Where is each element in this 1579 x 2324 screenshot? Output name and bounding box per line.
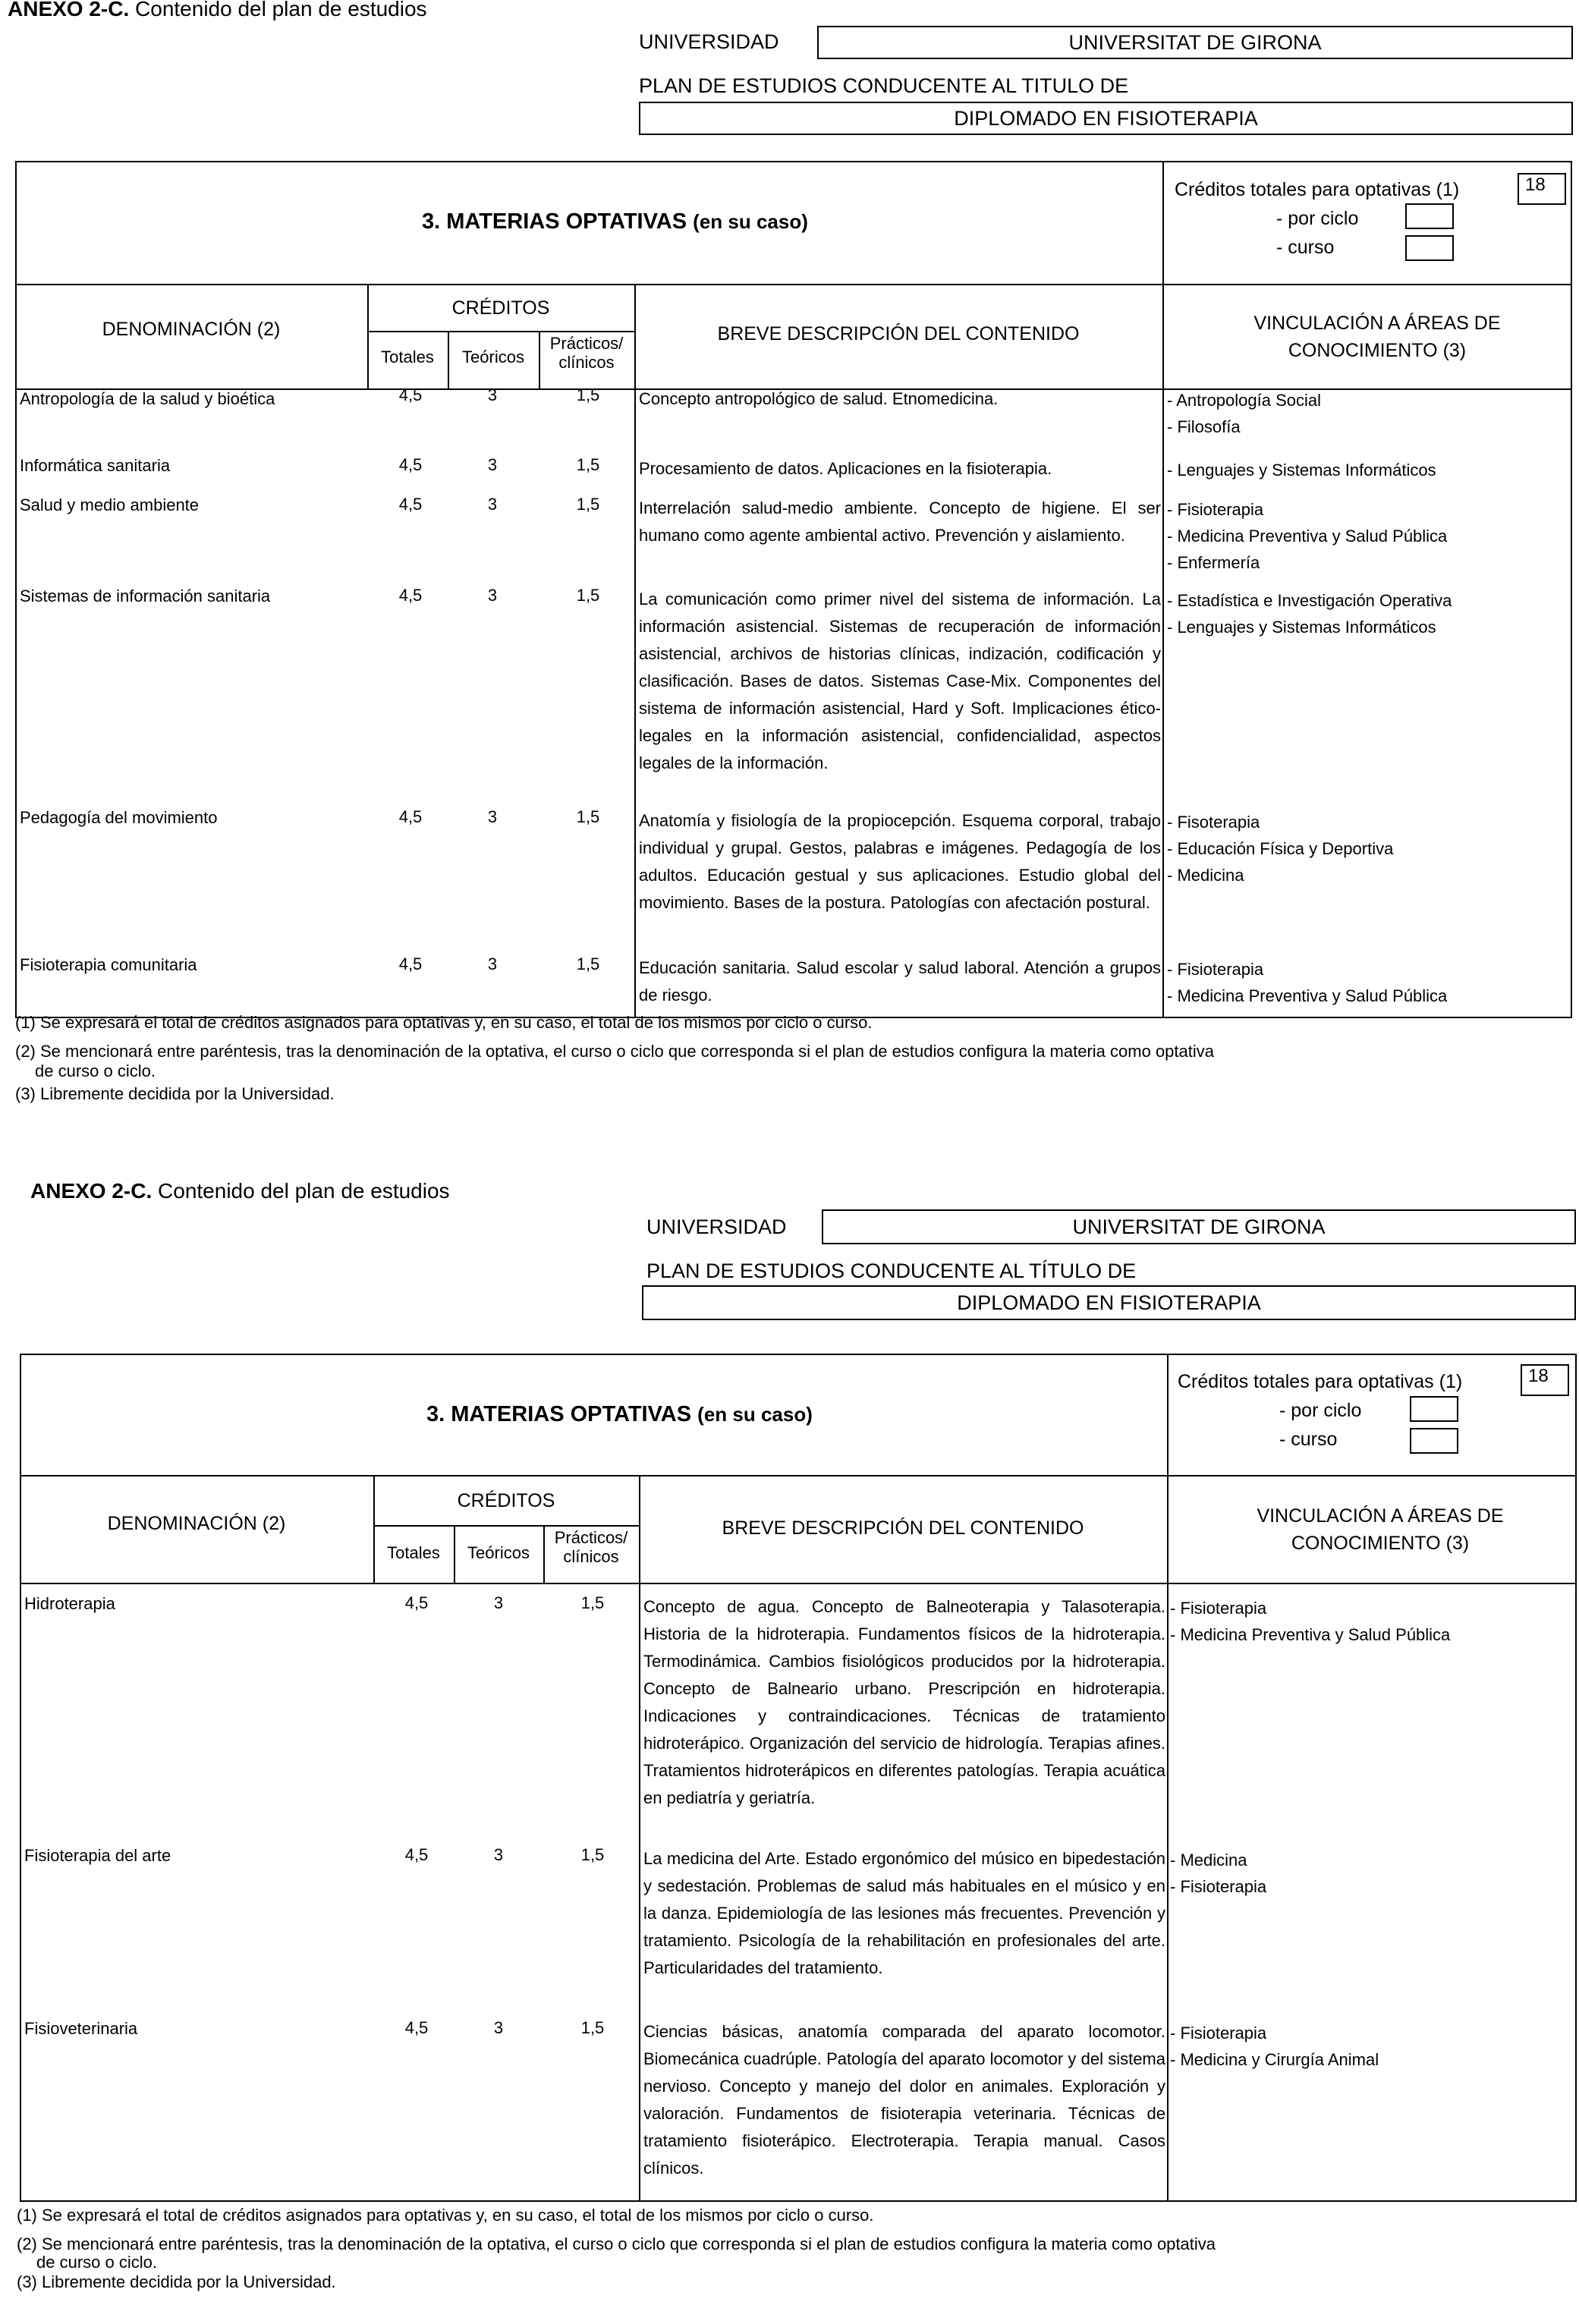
creditos-totales-value: 18 bbox=[1521, 1364, 1569, 1396]
row-practicos: 1,5 bbox=[576, 807, 600, 826]
row-teoricos: 3 bbox=[493, 1593, 504, 1612]
row-totales: 4,5 bbox=[404, 1593, 429, 1612]
row-desc: Educación sanitaria. Salud escolar y salud laboral. Atención a grupos de riesgo. bbox=[639, 958, 1161, 1005]
row-totales: 4,5 bbox=[398, 586, 423, 605]
row-teoricos: 3 bbox=[487, 807, 498, 826]
row-practicos: 1,5 bbox=[576, 586, 600, 605]
creditos-totales-label: Créditos totales para optativas (1) bbox=[1175, 179, 1460, 200]
row-totales: 4,5 bbox=[404, 2018, 429, 2037]
row-practicos: 1,5 bbox=[580, 2018, 605, 2037]
row-areas: - Fisioterapia - Medicina Preventiva y Salud Pública bbox=[1170, 1599, 1451, 1644]
row-areas: - Antropología Social - Filosofía bbox=[1167, 391, 1322, 436]
row-areas: - Fisioterapia - Medicina Preventiva y Salud Pública bbox=[1167, 960, 1448, 1005]
footnote-2-cont: de curso o ciclo. bbox=[36, 2253, 157, 2272]
row-areas: - Lenguajes y Sistemas Informáticos bbox=[1167, 461, 1436, 480]
row-desc: Concepto antropológico de salud. Etnomedicina. bbox=[639, 389, 999, 408]
row-name: Fisioterapia del arte bbox=[24, 1846, 171, 1865]
por-ciclo-box bbox=[1405, 203, 1454, 229]
anexo-heading: ANEXO 2-C. Contenido del plan de estudios bbox=[8, 0, 427, 20]
row-areas: - Fisioterapia - Medicina Preventiva y Salud Pública - Enfermería bbox=[1167, 500, 1448, 572]
curso-box bbox=[1405, 235, 1454, 261]
curso-label: - curso bbox=[1276, 237, 1335, 258]
plan-value: DIPLOMADO EN FISIOTERAPIA bbox=[639, 102, 1573, 135]
universidad-value: UNIVERSITAT DE GIRONA bbox=[817, 26, 1573, 59]
row-totales: 4,5 bbox=[398, 455, 423, 474]
header-totales: Totales bbox=[387, 1543, 440, 1562]
row-name: Informática sanitaria bbox=[20, 456, 171, 475]
creditos-totales-label: Créditos totales para optativas (1) bbox=[1178, 1371, 1463, 1392]
section-title: 3. MATERIAS OPTATIVAS (en su caso) bbox=[426, 1402, 813, 1426]
header-descripcion: BREVE DESCRIPCIÓN DEL CONTENIDO bbox=[722, 1517, 1084, 1539]
header-teoricos: Teóricos bbox=[462, 347, 524, 366]
header-denominacion: DENOMINACIÓN (2) bbox=[107, 1513, 286, 1534]
row-teoricos: 3 bbox=[487, 385, 498, 404]
header-creditos: CRÉDITOS bbox=[451, 297, 550, 319]
row-totales: 4,5 bbox=[404, 1845, 429, 1864]
row-teoricos: 3 bbox=[487, 455, 498, 474]
row-teoricos: 3 bbox=[487, 586, 498, 605]
row-practicos: 1,5 bbox=[580, 1593, 605, 1612]
universidad-label: UNIVERSIDAD bbox=[639, 30, 779, 53]
footnote-2: (2) Se mencionará entre paréntesis, tras la denominación de la optativa, el curso o ciclo que corresponda si el plan de estudios configura la materia como optativa bbox=[17, 2234, 1216, 2253]
header-descripcion: BREVE DESCRIPCIÓN DEL CONTENIDO bbox=[717, 323, 1080, 344]
por-ciclo-label: - por ciclo bbox=[1279, 1400, 1362, 1421]
curso-box bbox=[1410, 1428, 1458, 1454]
row-totales: 4,5 bbox=[398, 385, 423, 404]
curso-label: - curso bbox=[1279, 1429, 1338, 1450]
footnote-3: (3) Libremente decidida por la Universidad. bbox=[15, 1084, 335, 1103]
row-teoricos: 3 bbox=[487, 495, 498, 514]
row-name: Sistemas de información sanitaria bbox=[20, 587, 271, 605]
row-desc: Ciencias básicas, anatomía comparada del aparato locomotor. Biomecánica cuadrúple. Patología del aparato locomotor y del sistema nervioso. Concepto y manejo del dolor en animales. Exploración y valoración. Fundamentos de fisioterapia veterinaria. Técnicas de tratamiento fisioterápico. Electroterapia. Terapia manual. Casos clínicos. bbox=[643, 2022, 1165, 2178]
row-name: Salud y medio ambiente bbox=[20, 495, 200, 514]
row-name: Pedagogía del movimiento bbox=[20, 808, 218, 827]
plan-label: PLAN DE ESTUDIOS CONDUCENTE AL TITULO DE bbox=[639, 74, 1129, 97]
section-title: 3. MATERIAS OPTATIVAS (en su caso) bbox=[422, 209, 808, 234]
row-teoricos: 3 bbox=[493, 2018, 504, 2037]
footnote-3: (3) Libremente decidida por la Universidad. bbox=[17, 2272, 336, 2291]
header-practicos: Prácticos/ clínicos bbox=[554, 1528, 628, 1567]
creditos-totales-value: 18 bbox=[1518, 173, 1566, 205]
header-practicos: Prácticos/ clínicos bbox=[549, 334, 624, 373]
document-page-1 bbox=[0, 0, 1579, 1145]
row-practicos: 1,5 bbox=[580, 1845, 605, 1864]
por-ciclo-label: - por ciclo bbox=[1276, 208, 1359, 229]
row-practicos: 1,5 bbox=[576, 495, 600, 514]
plan-value: DIPLOMADO EN FISIOTERAPIA bbox=[642, 1285, 1576, 1320]
universidad-label: UNIVERSIDAD bbox=[646, 1215, 787, 1238]
row-desc: La medicina del Arte. Estado ergonómico del músico en bipedestación y sedestación. Problemas de salud más habituales en el músico y en la danza. Epidemiología de las lesiones más frecuentes. Prevención y tratamiento. Psicología de la rehabilitación en profesionales del arte. Particularidades del tratamiento. bbox=[643, 1849, 1165, 1977]
row-areas: - Fisioterapia - Medicina y Cirurgía Animal bbox=[1170, 2024, 1379, 2069]
row-practicos: 1,5 bbox=[576, 954, 600, 973]
row-desc: Anatomía y fisiología de la propiocepción. Esquema corporal, trabajo individual y grupal. Gestos, palabras e imágenes. Pedagogía de los adultos. Educación gestual y sus aplicaciones. Estudio global del movimiento. Bases de la postura. Patologías con afectación postural. bbox=[639, 811, 1161, 912]
row-areas: - Fisoterapia - Educación Física y Deportiva - Medicina bbox=[1167, 813, 1394, 885]
row-desc: Interrelación salud-medio ambiente. Concepto de higiene. El ser humano como agente ambiental activo. Prevención y aislamiento. bbox=[639, 498, 1161, 545]
row-areas: - Estadística e Investigación Operativa - Lenguajes y Sistemas Informáticos bbox=[1167, 591, 1452, 637]
row-totales: 4,5 bbox=[398, 495, 423, 514]
row-teoricos: 3 bbox=[493, 1845, 504, 1864]
header-vinculacion: VINCULACIÓN A ÁREAS DE CONOCIMIENTO (3) bbox=[1257, 1505, 1504, 1554]
row-teoricos: 3 bbox=[487, 954, 498, 973]
row-totales: 4,5 bbox=[398, 807, 423, 826]
footnote-1: (1) Se expresará el total de créditos asignados para optativas y, en su caso, el total de los mismos por ciclo o curso. bbox=[15, 1013, 873, 1032]
row-name: Antropología de la salud y bioética bbox=[20, 389, 275, 408]
row-totales: 4,5 bbox=[398, 954, 423, 973]
row-desc: La comunicación como primer nivel del sistema de información. La información asistencial. Sistemas de recuperación de información asistencial, archivos de historias clínicas, indización, codificación y clasificación. Bases de datos. Sistemas Case-Mix. Componentes del sistema de información asistencial, Hard y Soft. Implicaciones ético-legales en la información asistencial, confidencialidad, aspectos legales de la información. bbox=[639, 590, 1161, 772]
row-areas: - Medicina - Fisioterapia bbox=[1170, 1851, 1267, 1896]
header-creditos: CRÉDITOS bbox=[457, 1490, 555, 1511]
header-denominacion: DENOMINACIÓN (2) bbox=[102, 319, 281, 340]
footnote-2-cont: de curso o ciclo. bbox=[35, 1061, 156, 1080]
row-desc: Concepto de agua. Concepto de Balneoterapia y Talasoterapia. Historia de la hidroterapia. Fundamentos físicos de la hidroterapia. Termodinámica. Cambios fisiológicos producidos por la hidroterapia. Concepto de Balneario urbano. Prescripción en hidroterapia. Indicaciones y contraindicaciones. Técnicas de tratamiento hidroterápico. Organización del servicio de hidrología. Terapias afines. Tratamientos hidroterápicos en diferentes patologías. Terapia acuática en pediatría y geriatría. bbox=[643, 1597, 1165, 1807]
document-page-2 bbox=[0, 1179, 1579, 2324]
row-practicos: 1,5 bbox=[576, 385, 600, 404]
row-name: Fisioveterinaria bbox=[24, 2019, 138, 2038]
universidad-value: UNIVERSITAT DE GIRONA bbox=[822, 1209, 1576, 1244]
por-ciclo-box bbox=[1410, 1396, 1458, 1422]
footnote-2: (2) Se mencionará entre paréntesis, tras la denominación de la optativa, el curso o ciclo que corresponda si el plan de estudios configura la materia como optativa bbox=[15, 1042, 1214, 1061]
footnote-1: (1) Se expresará el total de créditos asignados para optativas y, en su caso, el total de los mismos por ciclo o curso. bbox=[17, 2206, 874, 2225]
row-practicos: 1,5 bbox=[576, 455, 600, 474]
row-name: Hidroterapia bbox=[24, 1594, 115, 1613]
header-vinculacion: VINCULACIÓN A ÁREAS DE CONOCIMIENTO (3) bbox=[1253, 313, 1501, 361]
plan-label: PLAN DE ESTUDIOS CONDUCENTE AL TÍTULO DE bbox=[646, 1259, 1137, 1282]
row-name: Fisioterapia comunitaria bbox=[20, 955, 197, 974]
anexo-heading: ANEXO 2-C. Contenido del plan de estudios bbox=[30, 1179, 450, 1203]
header-teoricos: Teóricos bbox=[467, 1543, 530, 1562]
header-totales: Totales bbox=[381, 347, 434, 366]
row-desc: Procesamiento de datos. Aplicaciones en la fisioterapia. bbox=[639, 459, 1052, 478]
